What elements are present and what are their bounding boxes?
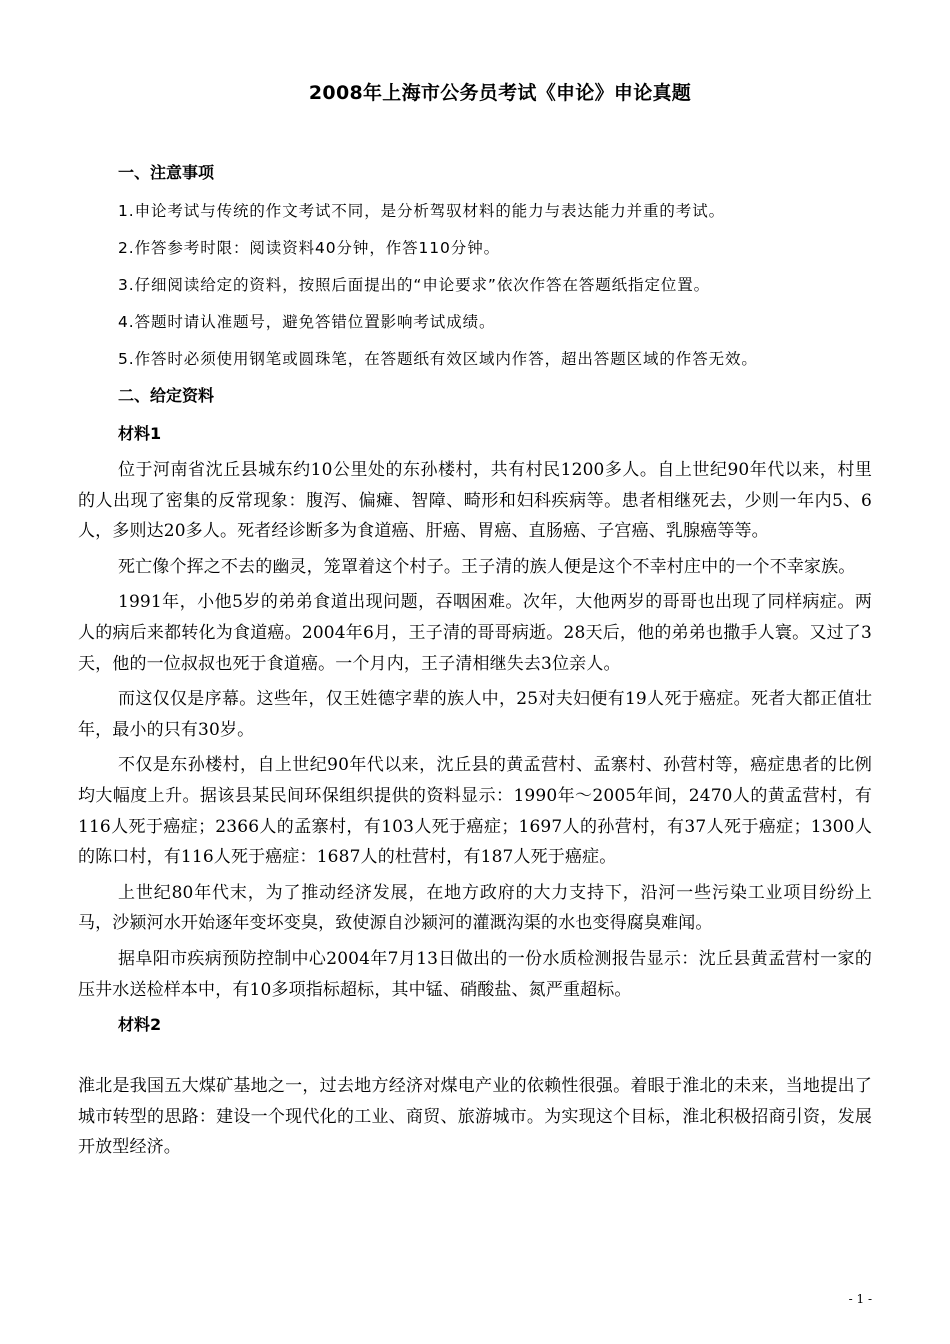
section-heading-notes: 一、注意事项 [118, 163, 215, 182]
material-1-paragraph: 而这仅仅是序幕。这些年，仅王姓德字辈的族人中，25对夫妇便有19人死于癌症。死者大都正值壮年，最小的只有30岁。 [78, 689, 872, 740]
material-1-paragraph: 不仅是东孙楼村，自上世纪90年代以来，沈丘县的黄孟营村、孟寨村、孙营村等，癌症患者的比例均大幅度上升。据该县某民间环保组织提供的资料显示：1990年～2005年间，2470人的黄孟营村，有116人死于癌症；2366人的孟寨村，有103人死于癌症；1697人的孙营村，有37人死于癌症；1300人的陈口村，有116人死于癌症：1687人的杜营村，有187人死于癌症。 [78, 755, 872, 868]
material-1-label: 材料1 [118, 424, 162, 443]
material-1-paragraph: 上世纪80年代末，为了推动经济发展，在地方政府的大力支持下，沿河一些污染工业项目纷纷上马，沙颍河水开始逐年变坏变臭，致使源自沙颍河的灌溉沟渠的水也变得腐臭难闻。 [78, 882, 872, 934]
note-item: 5.作答时必须使用钢笔或圆珠笔，在答题纸有效区域内作答，超出答题区域的作答无效。 [118, 350, 758, 368]
note-item: 1.申论考试与传统的作文考试不同，是分析驾驭材料的能力与表达能力并重的考试。 [118, 202, 725, 220]
page-title: 2008年上海市公务员考试《申论》申论真题 [308, 82, 692, 104]
material-1-paragraph: 1991年，小他5岁的弟弟食道出现问题，吞咽困难。次年，大他两岁的哥哥也出现了同样病症。两人的病后来都转化为食道癌。2004年6月，王子清的哥哥病逝。28天后，他的弟弟也撒手人寰。又过了3天，他的一位叔叔也死于食道癌。一个月内，王子清相继失去3位亲人。 [78, 592, 872, 674]
note-item: 4.答题时请认准题号，避免答错位置影响考试成绩。 [118, 313, 496, 331]
note-item: 3.仔细阅读给定的资料，按照后面提出的“申论要求”依次作答在答题纸指定位置。 [118, 276, 711, 294]
material-1-paragraph: 据阜阳市疾病预防控制中心2004年7月13日做出的一份水质检测报告显示：沈丘县黄孟营村一家的压井水送检样本中，有10多项指标超标，其中锰、硝酸盐、氮严重超标。 [78, 948, 872, 1000]
material-2-label: 材料2 [118, 1015, 162, 1035]
section-heading-materials: 二、给定资料 [118, 386, 215, 405]
material-2-paragraph: 淮北是我国五大煤矿基地之一，过去地方经济对煤电产业的依赖性很强。着眼于淮北的未来，当地提出了城市转型的思路：建设一个现代化的工业、商贸、旅游城市。为实现这个目标，淮北积极招商引资，发展开放型经济。 [78, 1076, 872, 1158]
page-number: - 1 - [848, 1292, 872, 1306]
material-1-paragraph: 位于河南省沈丘县城东约10公里处的东孙楼村，共有村民1200多人。自上世纪90年代以来，村里的人出现了密集的反常现象：腹泻、偏瘫、智障、畸形和妇科疾病等。患者相继死去，少则一年内5、6人，多则达20多人。死者经诊断多为食道癌、肝癌、胃癌、直肠癌、子宫癌、乳腺癌等等。 [78, 460, 872, 542]
document-body [78, 158, 872, 1163]
material-1-paragraph: 死亡像个挥之不去的幽灵，笼罩着这个村子。王子清的族人便是这个不幸村庄中的一个不幸家族。 [118, 556, 856, 577]
note-item: 2.作答参考时限：阅读资料40分钟，作答110分钟。 [118, 239, 500, 257]
spacer [78, 1046, 872, 1071]
